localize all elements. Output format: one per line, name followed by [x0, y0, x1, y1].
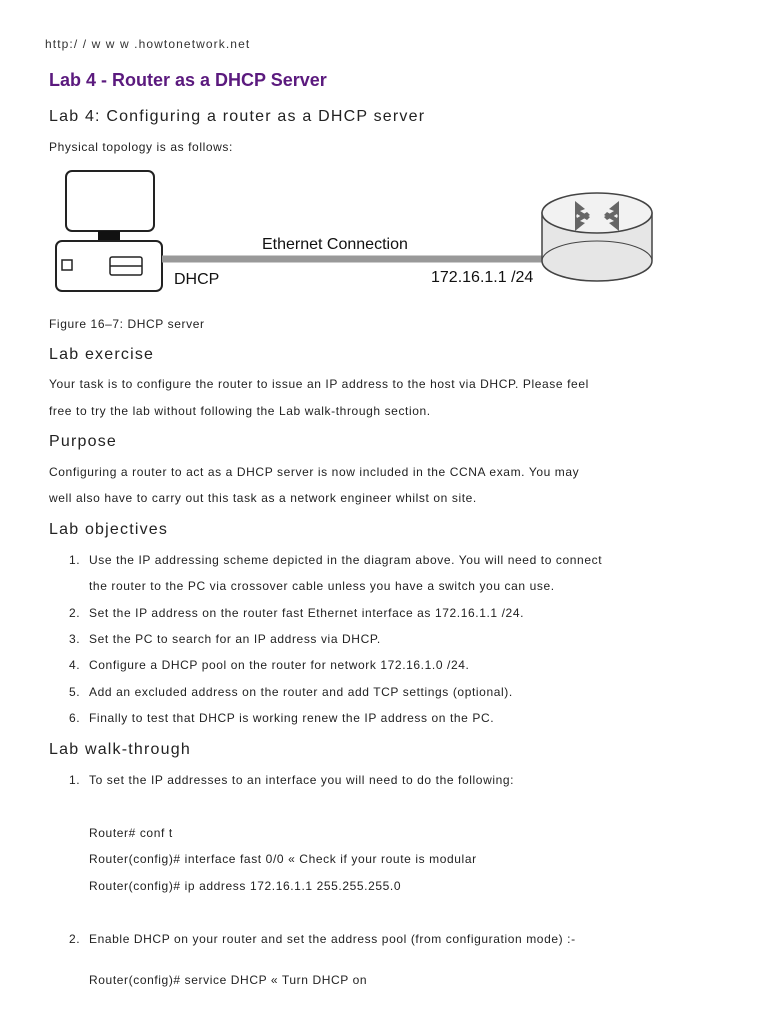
- exercise-text-line1: Your task is to configure the router to issue an IP address to the host via DHCP. Please feel: [49, 377, 589, 391]
- list-number: 5.: [69, 685, 81, 699]
- list-text: To set the IP addresses to an interface you will need to do the following:: [89, 773, 515, 787]
- pc-monitor: [66, 171, 154, 231]
- objectives-heading: Lab objectives: [49, 521, 169, 538]
- lab-heading: Lab 4: Configuring a router as a DHCP server: [49, 108, 426, 125]
- list-number: 4.: [69, 658, 81, 672]
- list-item: [69, 685, 513, 699]
- exercise-heading: Lab exercise: [49, 346, 155, 363]
- list-item: [69, 606, 524, 620]
- purpose-text-line1: Configuring a router to act as a DHCP server is now included in the CCNA exam. You may: [49, 465, 580, 479]
- list-item: [69, 553, 602, 567]
- list-item-continuation: [69, 579, 555, 593]
- list-number: 3.: [69, 632, 81, 646]
- purpose-heading: Purpose: [49, 433, 117, 450]
- list-number: 6.: [69, 711, 81, 725]
- pc-power-button: [62, 260, 72, 270]
- code-line: Router(config)# interface fast 0/0 « Check if your route is modular: [89, 852, 477, 866]
- connection-label: Ethernet Connection: [262, 236, 408, 253]
- list-text: Add an excluded address on the router and add TCP settings (optional).: [89, 685, 513, 699]
- topology-intro: Physical topology is as follows:: [49, 140, 233, 154]
- list-text: the router to the PC via crossover cable unless you have a switch you can use.: [89, 579, 555, 593]
- list-item: [69, 658, 469, 672]
- router-icon: [542, 193, 652, 281]
- code-line: Router(config)# ip address 172.16.1.1 255.255.255.0: [89, 879, 402, 893]
- purpose-text-line2: well also have to carry out this task as a network engineer whilst on site.: [49, 491, 477, 505]
- list-item: [69, 932, 576, 946]
- pc-monitor-stand: [98, 231, 120, 241]
- list-text: Set the IP address on the router fast Ethernet interface as 172.16.1.1 /24.: [89, 606, 525, 620]
- list-number: 2.: [69, 606, 81, 620]
- list-item: [69, 632, 381, 646]
- pc-dhcp-label: DHCP: [174, 271, 220, 288]
- list-text: Use the IP addressing scheme depicted in the diagram above. You will need to connect: [89, 553, 603, 567]
- router-ip-label: 172.16.1.1 /24: [431, 269, 534, 286]
- list-text: Enable DHCP on your router and set the address pool (from configuration mode) :-: [89, 932, 576, 946]
- list-text: Set the PC to search for an IP address via DHCP.: [89, 632, 381, 646]
- list-item: [69, 711, 494, 725]
- exercise-text-line2: free to try the lab without following the Lab walk-through section.: [49, 404, 431, 418]
- list-text: Finally to test that DHCP is working renew the IP address on the PC.: [89, 711, 495, 725]
- list-number: 1.: [69, 553, 81, 567]
- code-line: Router(config)# service DHCP « Turn DHCP on: [89, 973, 368, 987]
- list-number: 1.: [69, 773, 81, 787]
- code-line: Router# conf t: [89, 826, 173, 840]
- source-url[interactable]: http:/ / w w w .howtonetwork.net: [45, 37, 251, 51]
- list-item: [69, 773, 514, 787]
- list-number: 2.: [69, 932, 81, 946]
- list-text: Configure a DHCP pool on the router for network 172.16.1.0 /24.: [89, 658, 470, 672]
- figure-caption: Figure 16–7: DHCP server: [49, 317, 205, 331]
- page-title: Lab 4 - Router as a DHCP Server: [49, 70, 327, 90]
- walkthrough-heading: Lab walk-through: [49, 741, 191, 758]
- topology-diagram: [50, 165, 660, 305]
